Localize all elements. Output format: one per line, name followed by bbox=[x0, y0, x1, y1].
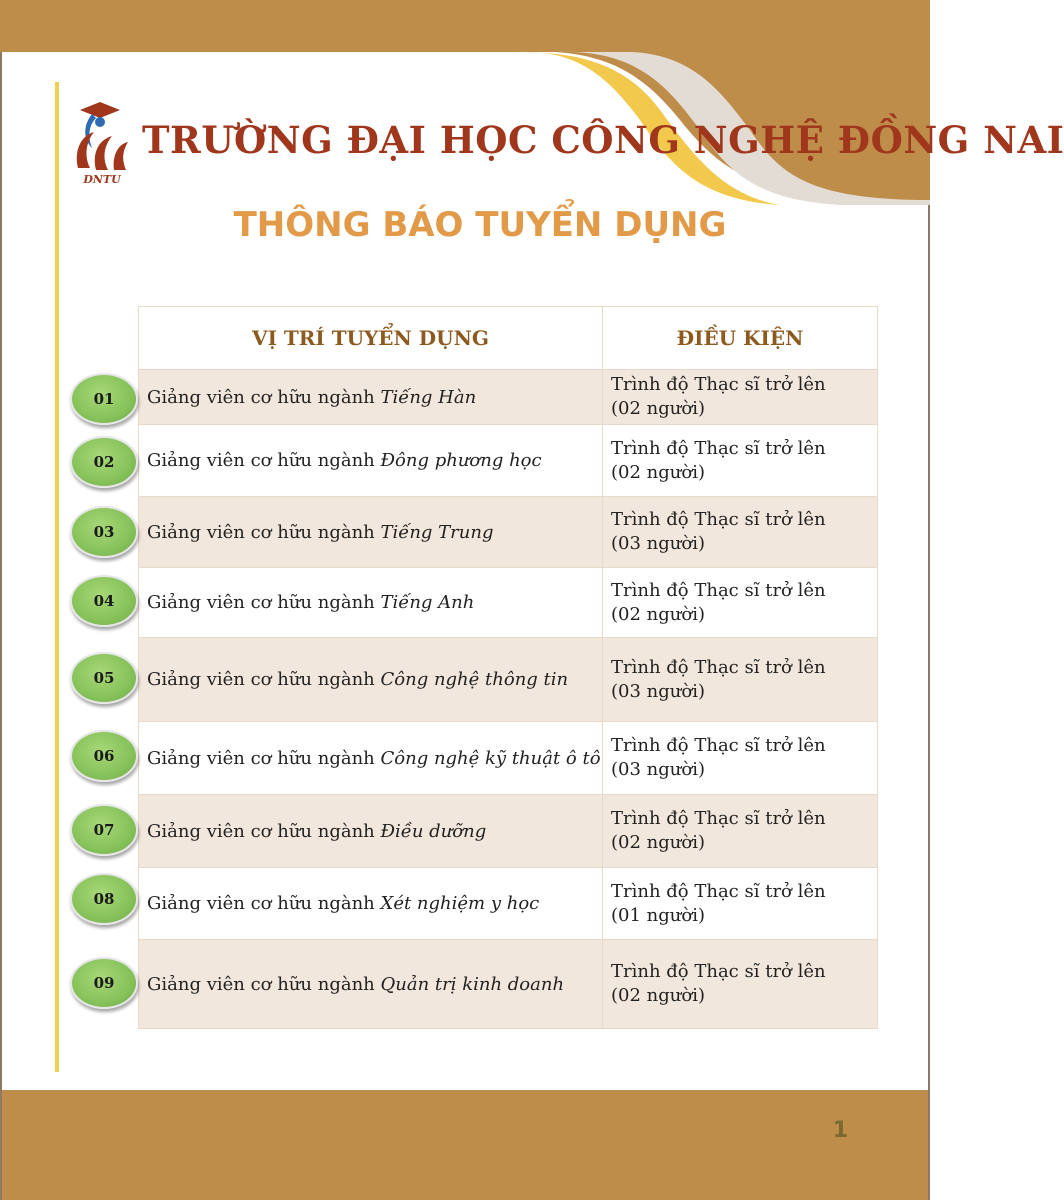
position-field: Quản trị kinh doanh bbox=[380, 973, 565, 995]
table-row bbox=[139, 497, 878, 568]
header-condition: ĐIỀU KIỆN bbox=[603, 307, 878, 370]
position-prefix: Giảng viên cơ hữu ngành bbox=[147, 747, 381, 769]
headcount: (02 người) bbox=[611, 398, 705, 419]
condition-text: Trình độ Thạc sĩ trở lên bbox=[611, 961, 826, 982]
condition-cell bbox=[603, 638, 878, 722]
position-cell bbox=[139, 425, 603, 497]
row-number-badge: 07 bbox=[70, 804, 138, 856]
footer-bar bbox=[2, 1090, 928, 1200]
headcount: (02 người) bbox=[611, 985, 705, 1006]
condition-text: Trình độ Thạc sĩ trở lên bbox=[611, 656, 826, 678]
table-row bbox=[139, 370, 878, 425]
position-prefix: Giảng viên cơ hữu ngành bbox=[147, 893, 381, 914]
condition-cell bbox=[603, 568, 878, 638]
condition-cell bbox=[603, 425, 878, 497]
notice-title: THÔNG BÁO TUYỂN DỤNG bbox=[233, 205, 727, 245]
header-position: VỊ TRÍ TUYỂN DỤNG bbox=[139, 307, 603, 370]
headcount: (03 người) bbox=[611, 533, 705, 554]
position-cell bbox=[139, 795, 603, 868]
position-prefix: Giảng viên cơ hữu ngành bbox=[147, 450, 381, 471]
table-row bbox=[139, 868, 878, 940]
condition-cell bbox=[603, 868, 878, 940]
headcount: (02 người) bbox=[611, 603, 705, 625]
row-number-badge: 02 bbox=[70, 436, 138, 488]
table-row bbox=[139, 425, 878, 497]
position-field: Điều dưỡng bbox=[380, 820, 487, 842]
condition-text: Trình độ Thạc sĩ trở lên bbox=[611, 437, 826, 459]
position-field: Đông phương học bbox=[380, 450, 542, 471]
page-number: 1 bbox=[832, 1118, 848, 1143]
condition-text: Trình độ Thạc sĩ trở lên bbox=[611, 579, 826, 601]
table-row bbox=[139, 795, 878, 868]
position-cell bbox=[139, 940, 603, 1029]
position-field: Xét nghiệm y học bbox=[380, 893, 540, 914]
headcount: (03 người) bbox=[611, 680, 705, 702]
condition-text: Trình độ Thạc sĩ trở lên bbox=[611, 374, 826, 395]
table-header-row bbox=[139, 307, 878, 370]
condition-cell bbox=[603, 370, 878, 425]
headcount: (02 người) bbox=[611, 461, 705, 483]
condition-text: Trình độ Thạc sĩ trở lên bbox=[611, 880, 826, 902]
condition-text: Trình độ Thạc sĩ trở lên bbox=[611, 509, 826, 530]
position-cell bbox=[139, 370, 603, 425]
position-field: Công nghệ kỹ thuật ô tô bbox=[380, 747, 601, 769]
table-row bbox=[139, 940, 878, 1029]
condition-cell bbox=[603, 497, 878, 568]
position-cell bbox=[139, 868, 603, 940]
svg-text:DNTU: DNTU bbox=[83, 173, 121, 186]
school-name: TRƯỜNG ĐẠI HỌC CÔNG NGHỆ ĐỒNG NAI bbox=[142, 118, 1064, 162]
header-wave-decoration bbox=[0, 0, 930, 230]
table-row bbox=[139, 722, 878, 795]
row-number-badge: 01 bbox=[70, 373, 138, 425]
row-number-badge: 03 bbox=[70, 506, 138, 558]
position-field: Công nghệ thông tin bbox=[380, 669, 569, 690]
position-field: Tiếng Trung bbox=[380, 521, 494, 543]
row-number-badge: 08 bbox=[70, 873, 138, 925]
position-cell bbox=[139, 497, 603, 568]
row-number-badge: 06 bbox=[70, 730, 138, 782]
position-cell bbox=[139, 568, 603, 638]
condition-cell bbox=[603, 795, 878, 868]
condition-text: Trình độ Thạc sĩ trở lên bbox=[611, 735, 826, 756]
headcount: (03 người) bbox=[611, 759, 705, 780]
recruitment-table bbox=[138, 306, 878, 1029]
position-field: Tiếng Anh bbox=[380, 592, 475, 613]
table-row bbox=[139, 568, 878, 638]
position-cell bbox=[139, 638, 603, 722]
position-prefix: Giảng viên cơ hữu ngành bbox=[147, 973, 381, 995]
position-prefix: Giảng viên cơ hữu ngành bbox=[147, 669, 381, 690]
position-prefix: Giảng viên cơ hữu ngành bbox=[147, 521, 381, 543]
position-prefix: Giảng viên cơ hữu ngành bbox=[147, 820, 381, 842]
headcount: (01 người) bbox=[611, 904, 705, 926]
position-cell bbox=[139, 722, 603, 795]
position-field: Tiếng Hàn bbox=[380, 386, 477, 408]
position-prefix: Giảng viên cơ hữu ngành bbox=[147, 592, 381, 613]
condition-text: Trình độ Thạc sĩ trở lên bbox=[611, 808, 826, 829]
headcount: (02 người) bbox=[611, 832, 705, 853]
condition-cell bbox=[603, 722, 878, 795]
row-number-badge: 05 bbox=[70, 652, 138, 704]
position-prefix: Giảng viên cơ hữu ngành bbox=[147, 386, 381, 408]
condition-cell bbox=[603, 940, 878, 1029]
row-number-badge: 09 bbox=[70, 957, 138, 1009]
table-row bbox=[139, 638, 878, 722]
dntu-logo bbox=[70, 96, 134, 186]
row-number-badge: 04 bbox=[70, 575, 138, 627]
